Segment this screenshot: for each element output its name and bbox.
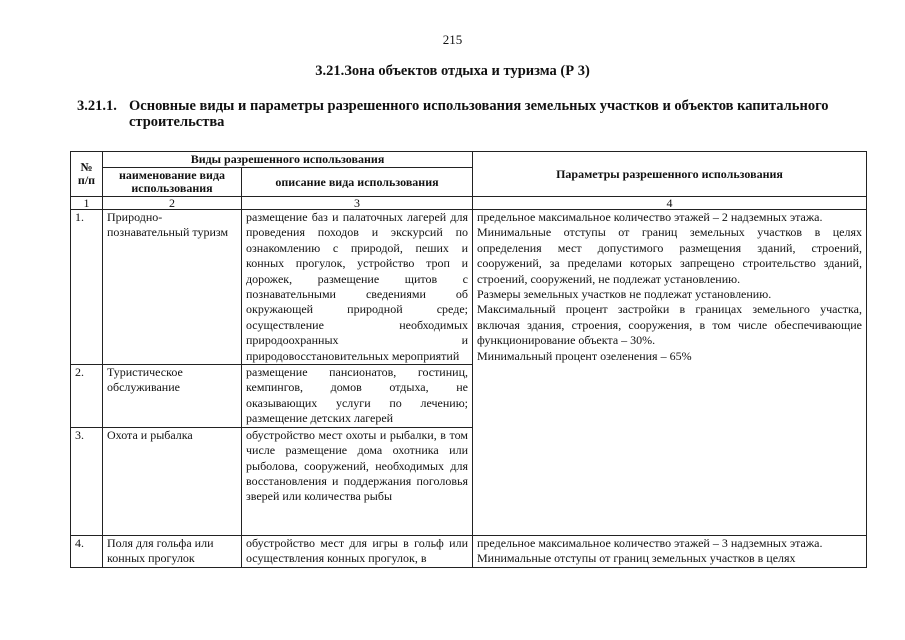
param-line: Минимальные отступы от границ земельных участков в целях определения мест допустимого размещения зданий, строений, сооружений, за пределами которых запрещено строительство зданий, строений, сооружений, не подлежат установлению. <box>477 225 862 286</box>
header-desc: описание вида использования <box>242 168 473 197</box>
usage-params-group1 <box>473 210 867 536</box>
column-number-row <box>71 197 867 210</box>
usage-name: Туристическое обслуживание <box>103 365 242 428</box>
subsection-number: 3.21.1. <box>77 98 117 114</box>
usage-params-group2 <box>473 535 867 567</box>
usage-description: размещение пансионатов, гостиниц, кемпингов, домов отдыха, не оказывающих услуги по лечению; размещение детских лагерей <box>242 365 473 428</box>
page-number: 215 <box>442 32 463 47</box>
header-params: Параметры разрешенного использования <box>473 152 867 197</box>
table-row <box>71 535 867 567</box>
usage-description: обустройство мест для игры в гольф или осуществления конных прогулок, в <box>242 535 473 567</box>
param-line: Минимальный процент озеленения – 65% <box>477 348 692 363</box>
row-number: 2. <box>71 365 103 428</box>
col-number: 1 <box>71 197 103 210</box>
header-name: наименование вида использования <box>103 168 242 197</box>
header-num: № п/п <box>71 152 103 197</box>
col-number: 4 <box>473 197 867 210</box>
usage-description: обустройство мест охоты и рыбалки, в том числе размещение дома охотника или рыболова, сооружений, необходимых для восстановления и поддержания поголовья зверей или количества рыбы <box>242 427 473 535</box>
usage-name: Поля для гольфа или конных прогулок <box>103 535 242 567</box>
row-number: 1. <box>71 210 103 365</box>
col-number: 3 <box>242 197 473 210</box>
row-number: 3. <box>71 427 103 535</box>
section-title: 3.21.Зона объектов отдыха и туризма (Р 3) <box>315 63 590 79</box>
param-line: предельное максимальное количество этажей – 3 надземных этажа. <box>477 535 823 550</box>
usage-table <box>70 151 867 568</box>
row-number: 4. <box>71 535 103 567</box>
usage-name: Охота и рыбалка <box>103 427 242 535</box>
param-line: Минимальные отступы от границ земельных участков в целях <box>477 551 796 566</box>
subsection-title-line1: Основные виды и параметры разрешенного использования земельных участков и объектов капитального <box>129 98 829 114</box>
col-number: 2 <box>103 197 242 210</box>
usage-description: размещение баз и палаточных лагерей для проведения походов и экскурсий по ознакомлению с природой, пеших и конных прогулок, устройство троп и дорожек, размещение щитов с познавательными сведениями об окружающей природной среде; осуществление необходимых природоохранных и природовосстановительных мероприятий <box>242 210 473 365</box>
header-usage-group: Виды разрешенного использования <box>103 152 473 168</box>
table-row <box>71 210 867 365</box>
usage-name: Природно-познавательный туризм <box>103 210 242 365</box>
subsection-title-line2: строительства <box>129 114 225 130</box>
param-line: Максимальный процент застройки в границах земельного участка, включая здания, строения, сооружения, в том числе обеспечивающие функционирование объекта – 30%. <box>477 302 862 348</box>
param-line: Размеры земельных участков не подлежат установлению. <box>477 287 772 302</box>
param-line: предельное максимальное количество этажей – 2 надземных этажа. <box>477 210 823 224</box>
subsection-heading <box>77 98 877 130</box>
